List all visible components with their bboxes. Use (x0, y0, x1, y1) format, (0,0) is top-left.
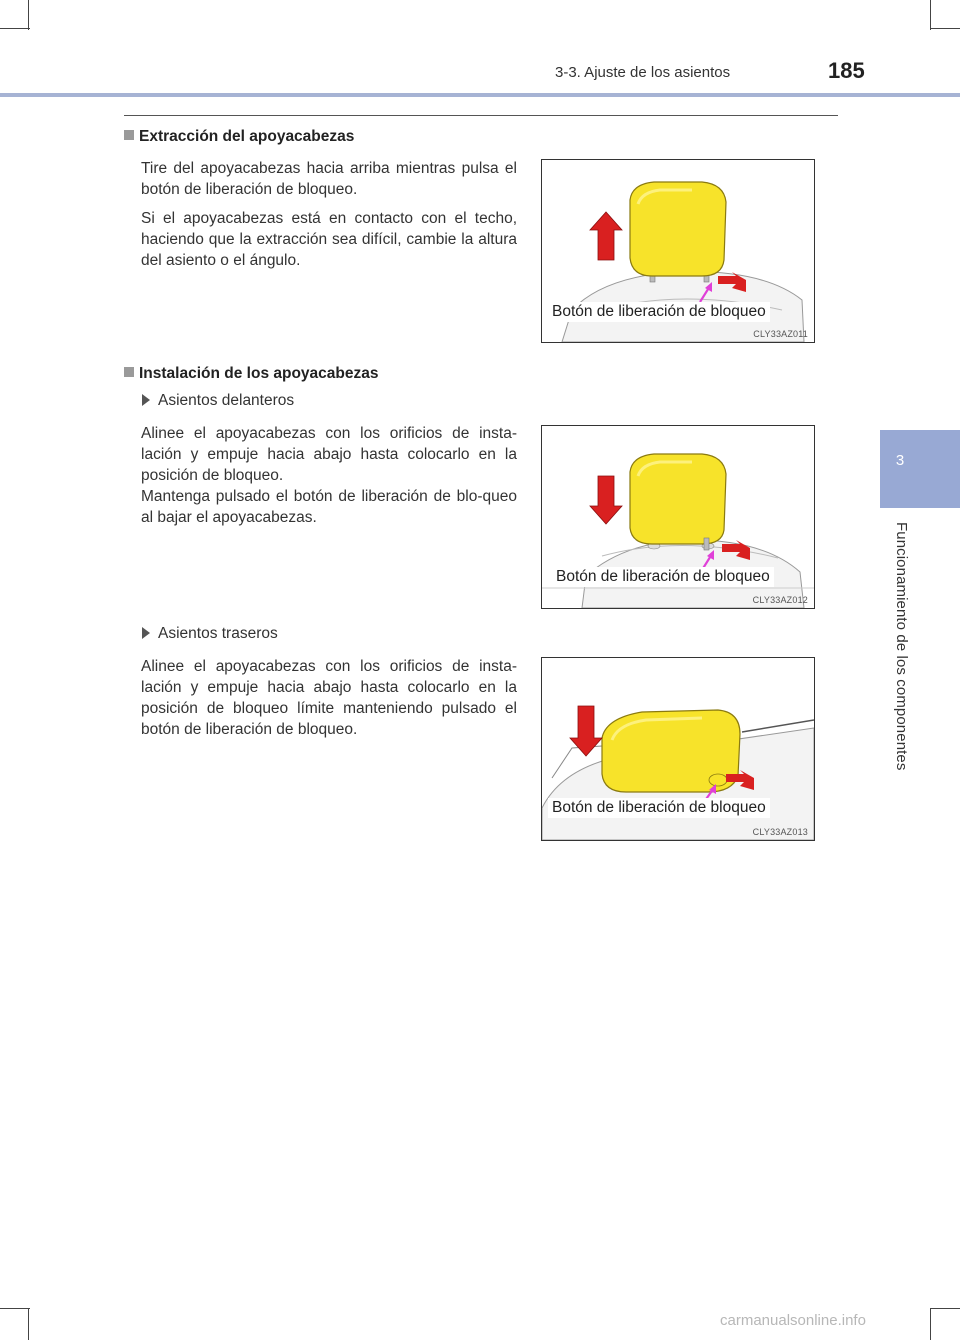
release-button-label: Botón de liberación de bloqueo (548, 302, 770, 322)
figure-removal (541, 159, 815, 343)
square-bullet-icon (124, 367, 134, 377)
crop-mark (0, 1308, 30, 1309)
rear-para-1: Alinee el apoyacabezas con los orificios de insta-lación y empuje hacia abajo hasta colocarlo en la posición de bloqueo límite manteniendo pulsado el botón de liberación de bloqueo. (141, 658, 517, 738)
heading-removal-text: Extracción del apoyacabezas (139, 128, 355, 145)
header-bar (0, 93, 960, 97)
crop-mark (930, 28, 960, 29)
watermark: carmanualsonline.info (720, 1312, 866, 1329)
front-para-1: Alinee el apoyacabezas con los orificios de insta-lación y empuje hacia abajo hasta colocarlo en la posición de bloqueo. (141, 425, 517, 484)
figure-code: CLY33AZ011 (753, 329, 808, 339)
subheading-front (142, 392, 294, 410)
section-title: 3-3. Ajuste de los asientos (555, 64, 731, 81)
crop-mark (930, 1308, 931, 1340)
divider (124, 115, 838, 116)
subheading-front-text: Asientos delanteros (158, 392, 295, 409)
subheading-rear (142, 625, 278, 643)
chapter-title: Funcionamiento de los componentes (893, 522, 910, 771)
figure-rear (541, 657, 815, 841)
figure-front (541, 425, 815, 609)
crop-mark (28, 1308, 29, 1340)
subheading-rear-text: Asientos traseros (158, 625, 278, 642)
chapter-tab (880, 430, 960, 508)
figure-code: CLY33AZ013 (752, 827, 808, 837)
heading-install-text: Instalación de los apoyacabezas (139, 365, 379, 382)
crop-mark (930, 0, 931, 30)
figure-code: CLY33AZ012 (752, 595, 808, 605)
crop-mark (0, 28, 30, 29)
heading-removal (124, 128, 354, 146)
removal-para-1: Tire del apoyacabezas hacia arriba mientras pulsa el botón de liberación de bloqueo. (141, 160, 517, 198)
triangle-bullet-icon (142, 627, 150, 639)
release-button-label: Botón de liberación de bloqueo (548, 798, 770, 818)
release-button-label: Botón de liberación de bloqueo (552, 567, 774, 587)
chapter-number: 3 (895, 452, 905, 469)
crop-mark (28, 0, 29, 30)
square-bullet-icon (124, 130, 134, 140)
front-para-2: Mantenga pulsado el botón de liberación de blo-queo al bajar el apoyacabezas. (141, 488, 517, 526)
heading-install (124, 365, 379, 383)
page-number: 185 (828, 58, 865, 83)
crop-mark (930, 1308, 960, 1309)
triangle-bullet-icon (142, 394, 150, 406)
removal-para-2: Si el apoyacabezas está en contacto con el techo, haciendo que la extracción sea difícil, cambie la altura del asiento o el ángulo. (141, 210, 517, 269)
